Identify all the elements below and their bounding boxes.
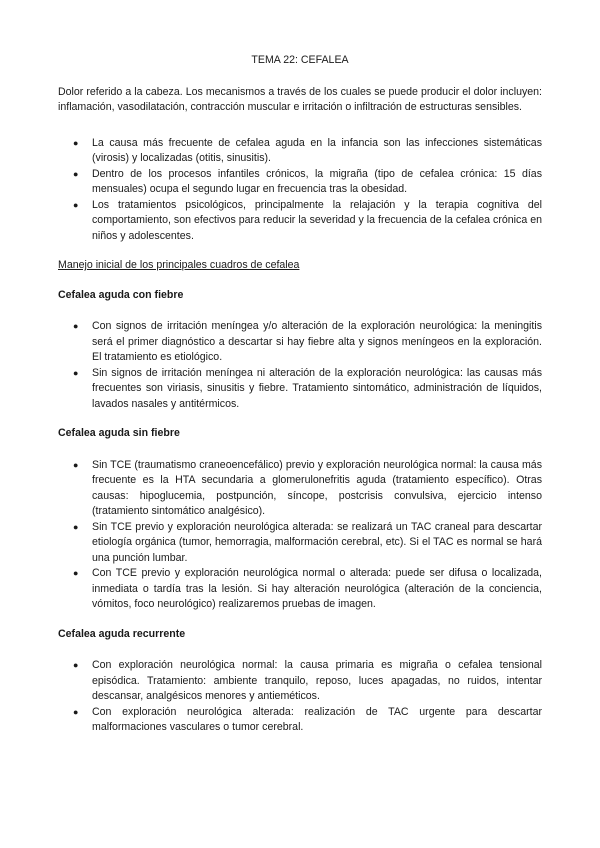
bullet-icon: ● [73,521,79,532]
list-item-text: Sin TCE (traumatismo craneoencefálico) previo y exploración neurológica normal: la causa más frecuente es la HTA secundaria a glomerulonefritis aguda (tratamiento específico). Otras causas: hipoglucemia, postpunción, síncope, postcrisis convulsiva, ejercicio intenso (tratamiento sintomático analgésico). [92,458,542,517]
list-item [58,319,542,366]
section-bullet-list [58,658,542,736]
intro-bullet-list [58,136,542,245]
list-item [58,458,542,520]
list-item-text: Dentro de los procesos infantiles crónicos, la migraña (tipo de cefalea crónica: 15 días mensuales) ocupa el segundo lugar en frecuencia tras la obesidad. [92,167,542,195]
list-item-text: Sin signos de irritación meníngea ni alteración de la exploración neurológica: las causas más frecuentes son viriasis, sinusitis y fiebre. Tratamiento sintomático, administración de líquidos, lavados nasales y antitérmicos. [92,366,542,410]
list-item [58,198,542,245]
list-item-text: Sin TCE previo y exploración neurológica alterada: se realizará un TAC craneal para descartar etiología orgánica (tumor, hemorragia, malformación cerebral, etc). Si el TAC es normal se hará una punción lumbar. [92,520,542,564]
bullet-icon: ● [73,367,79,378]
list-item [58,520,542,567]
list-item [58,705,542,736]
list-item [58,136,542,167]
bullet-icon: ● [73,568,79,578]
page-title: TEMA 22: CEFALEA [251,54,349,66]
bullet-icon: ● [73,321,79,331]
bullet-icon: ● [73,660,79,670]
list-item [58,658,542,705]
list-item-text: La causa más frecuente de cefalea aguda en la infancia son las infecciones sistemáticas (virosis) y localizadas (otitis, sinusitis). [92,136,542,164]
section-title-aguda-sin-fiebre: Cefalea aguda sin fiebre [58,427,180,439]
list-item-text: Con signos de irritación meníngea y/o alteración de la exploración neurológica: la meningitis será el primer diagnóstico a descartar si hay fiebre alta y signos meníngeos en la exploración. El tratamiento es etiológico. [92,320,542,363]
section-bullet-list [58,458,542,613]
bullet-icon: ● [73,199,79,210]
list-item-text: Con exploración neurológica normal: la causa primaria es migraña o cefalea tensional episódica. Tratamiento: ambiente tranquilo, reposo, luces apagadas, no ruidos, intentar descansar, analgésicos menores y antieméticos. [92,659,542,702]
section-bullet-list [58,319,542,412]
management-heading: Manejo inicial de los principales cuadros de cefalea [58,259,300,271]
list-item-text: Los tratamientos psicológicos, principalmente la relajación y la terapia cognitiva del comportamiento, son efectivos para reducir la severidad y la frecuencia de la cefalea crónica en niños y adolescentes. [92,198,542,242]
intro-paragraph: Dolor referido a la cabeza. Los mecanismos a través de los cuales se puede producir el dolor incluyen: inflamación, vasodilatación, contracción muscular e irritación o infiltración de estructuras sensibles. [58,85,542,113]
list-item [58,566,542,613]
bullet-icon: ● [73,459,79,470]
bullet-icon: ● [73,706,79,717]
list-item-text: Con exploración neurológica alterada: realización de TAC urgente para descartar malformaciones vasculares o tumor cerebral. [92,705,542,733]
list-item-text: Con TCE previo y exploración neurológica normal o alterada: puede ser difusa o localizada, inmediata o tardía tras la lesión. Si hay alteración neurológica (alteración de la conciencia, vómitos, foco neurológico) realizaremos pruebas de imagen. [92,567,542,610]
bullet-icon: ● [73,168,79,179]
section-title-aguda-recurrente: Cefalea aguda recurrente [58,627,186,640]
section-title-aguda-con-fiebre: Cefalea aguda con fiebre [58,288,184,301]
bullet-icon: ● [73,137,79,148]
list-item [58,366,542,413]
list-item [58,167,542,198]
